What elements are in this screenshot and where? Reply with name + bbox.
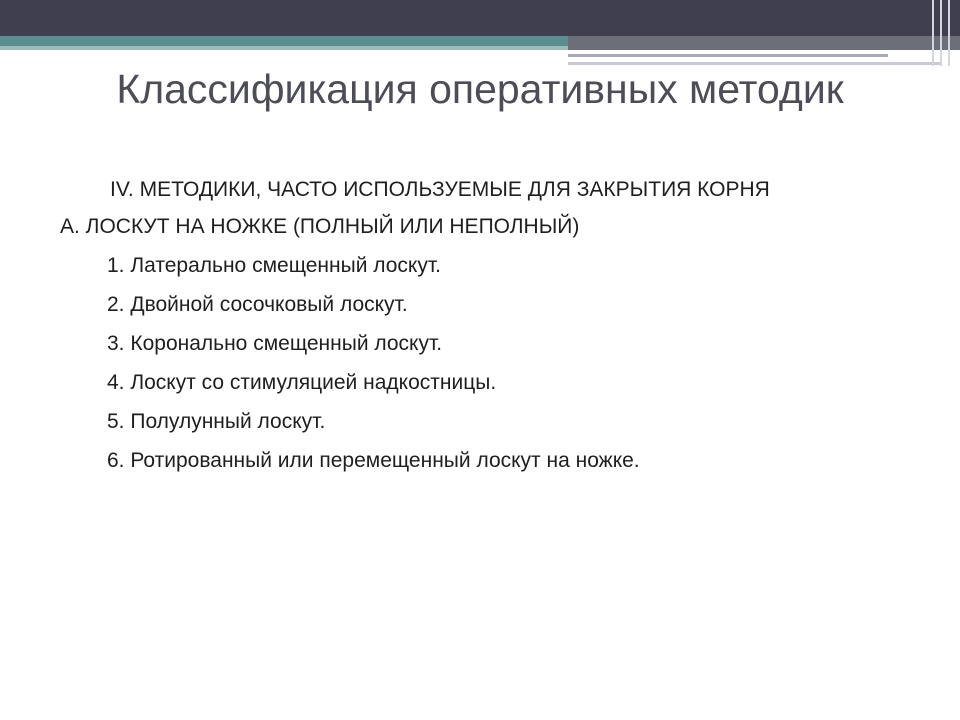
list-item: 5. Полулунный лоскут. [107,410,326,433]
slide-title: Классификация оперативных методик [116,66,844,112]
list-item: 2. Двойной сосочковый лоскут. [107,293,408,316]
list-item: 1. Латерально смещенный лоскут. [107,254,441,277]
slide-heading: IV. МЕТОДИКИ, ЧАСТО ИСПОЛЬЗУЕМЫЕ ДЛЯ ЗАКРЫТИЯ КОРНЯ [110,178,770,201]
header-accent-bar [0,36,568,46]
list-item: 6. Ротированный или перемещенный лоскут на ножке. [107,449,640,472]
section-title: А. ЛОСКУТ НА НОЖКЕ (ПОЛНЫЙ ИЛИ НЕПОЛНЫЙ) [60,215,580,238]
header-decor-line-1 [568,54,888,57]
list-item: 3. Коронально смещенный лоскут. [107,332,443,355]
slide-body [60,176,900,486]
list-item: 4. Лоскут со стимуляцией надкостницы. [107,371,497,394]
header-grey-bar [568,36,960,50]
header-vertical-lines [928,0,960,66]
header-band [0,0,960,36]
header-accent-line [0,46,568,50]
